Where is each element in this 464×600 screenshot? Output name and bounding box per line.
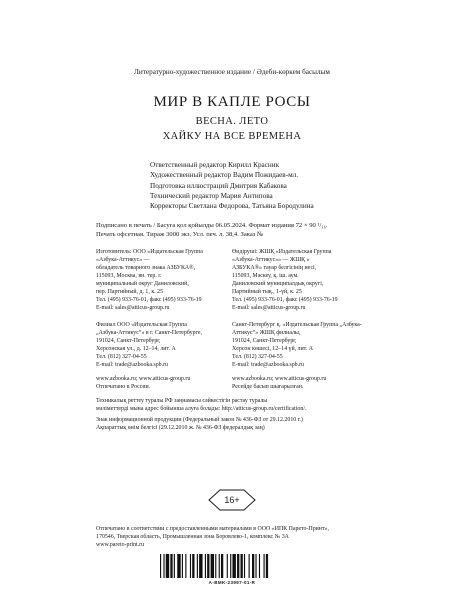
text-line: 191024, Санкт-Петербург, [96,338,161,344]
text-line: Партийный тық., 1-үй, к. 25 [232,289,302,295]
barcode-bar [249,554,250,578]
isbn-code: A-BMK-23997-01-R [208,580,256,585]
barcode-bar [259,554,260,578]
info-product-sign [96,416,396,432]
age-rating-badge [208,489,256,511]
barcode-bar [166,554,169,578]
text-line: Техникалық реттеу туралы РФ заңнамасы сәйкестігін растау туралы [96,398,268,404]
text-line: Ресейде басып шығарылған. [232,384,304,390]
text-line: обладатель товарного знака АЗБУКА®, [96,265,196,271]
credit-line: Подготовка иллюстраций Дмитрия Кабакова [150,181,287,190]
barcode-bar [170,554,172,578]
publication-info [96,222,396,240]
barcode-bar [237,554,239,578]
pub-info-line: Печать офсетная. Тираж 3000 экз. Усл. печ. л. 38,4. Заказ № [96,230,264,238]
barcode-bar [227,554,228,578]
age-rating-label: 16+ [224,495,240,505]
text-line: E-mail: trade@azbooka.spb.ru [232,362,304,368]
book-subtitle-1: ВЕСНА. ЛЕТО [195,116,269,127]
text-line: «Азбука-Аттикус» — [96,257,150,263]
text-line: 115093, Мәскеу, қ. іш. аум. [232,273,299,279]
text-line: пер. Партийный, д. 1, к. 25 [96,289,164,295]
barcode-bar [252,554,254,578]
website-ru [96,375,230,391]
text-line: E-mail: sales@atticus-group.ru [232,305,306,311]
barcode-bar [160,554,161,578]
text-line: Изготовитель: ООО «Издательская Группа [96,249,203,255]
barcode-bar [192,554,194,578]
credit-line: Технический редактор Мария Антипова [150,191,273,200]
text-line: «Азбука-Аттикус»» — ЖШҚ « [232,257,310,263]
barcode-bar [219,554,220,578]
text-line: муниципальный округ Даниловский, [96,281,189,287]
branch-kz [232,321,382,369]
credit-line: Художественный редактор Вадим Пожидаев-мл. [150,171,299,180]
text-line: Херсонская ул., д. 12–14, лит. А [96,346,176,352]
barcode-bar [230,554,231,578]
barcode-bar [207,554,209,578]
pub-info-line: Подписано в печать / Басуға қол қойылды 06.05.2024. Формат издания 72 × 90 ¹/₁₆. [96,222,328,229]
barcode-bar [205,554,206,578]
text-line: Знак информационной продукции (Федеральный закон № 436-ФЗ от 29.12.2010 г.) [96,417,303,423]
barcode-bar [266,554,268,578]
barcode-bar [185,554,186,578]
website-kz [232,375,382,391]
barcode-bar [211,554,214,578]
text-line: Өндіруші: ЖШҚ «Издательская Группа [232,249,332,255]
edition-type: Литературно-художественное издание / Әдеби-көркем басылым [134,68,330,76]
barcode-image [160,554,304,578]
barcode-bar [190,554,191,578]
barcode-bar [264,554,265,578]
manufacturer-kz [232,248,382,312]
barcode-bar [241,554,243,578]
text-line: Аттикус“» ЖШҚ филиалы, [232,330,301,336]
tech-regulation [96,397,396,413]
text-line: Херсон көшесі, 12–14 үй, лит. А [232,346,313,352]
text-line: E-mail: trade@azbooka.spb.ru [96,362,168,368]
barcode-bar [221,554,223,578]
text-line: www.azbooka.ru; www.atticus-group.ru [96,376,191,382]
barcode-bar [163,554,164,578]
book-title: МИР В КАПЛЕ РОСЫ [153,94,311,110]
printer-info [96,525,396,549]
barcode-bar [232,554,235,578]
text-line: 115093, Москва, вн. тер. г. [96,273,162,279]
text-line: Санкт-Петербург қ. «Издательская Группа „Азбука- [232,322,362,328]
text-line: Филиал ООО «Издательская Группа [96,322,187,328]
text-line: Даниловский муниципалдық округі, [232,281,324,287]
text-line: www.azbooka.ru; www.atticus-group.ru [232,376,327,382]
text-line: E-mail: sales@atticus-group.ru [96,305,170,311]
text-line: Отпечатано в России. [96,384,151,390]
barcode-bar [174,554,175,578]
book-subtitle-2: ХАЙКУ НА ВСЕ ВРЕМЕНА [162,131,302,142]
text-line: „Азбука-Аттикус“» в г. Санкт-Петербурге, [96,330,202,336]
barcode-bar [197,554,198,578]
text-line: Тел. (495) 933-76-01, факс (495) 933-76-19 [96,297,202,303]
text-line: мәліметтерді мына адрес бойынша алуға болады: http://atticus-group.ru/certification/. [96,406,307,412]
text-line: Тел. (495) 933-76-01, факс (495) 933-76-19 [232,297,338,303]
text-line: Тел. (812) 327-04-55 [232,354,283,360]
barcode-bar [255,554,256,578]
barcode-bar [244,554,245,578]
branch-ru [96,321,230,369]
text-line: 191024, Санкт-Петербург, [232,338,297,344]
barcode-bar [199,554,202,578]
credit-line: Корректоры Светлана Федорова, Татьяна Бородулина [150,202,314,211]
text-line: 170546, Тверская область, Промышленная зона Боровлево-1, комплекс № 3А [96,534,289,540]
text-line: АЗБУКА®» тауар белгісінің иесі, [232,265,317,271]
barcode-bar [177,554,180,578]
text-line: www.pareto-print.ru [96,542,145,548]
text-line: Отпечатано в соответствии с предоставленными материалами в ООО «ИПК Парето-Принт», [96,526,329,532]
barcode-bar [215,554,216,578]
barcode-bar [182,554,183,578]
manufacturer-ru [96,248,230,312]
credit-line: Ответственный редактор Кирилл Красник [150,161,280,169]
text-line: Тел. (812) 327-04-55 [96,354,147,360]
text-line: Ақпараттық өнім белгісі (29.12.2010 ж. № 436-ФЗ федералдық заң) [96,425,265,431]
credits [150,160,380,211]
